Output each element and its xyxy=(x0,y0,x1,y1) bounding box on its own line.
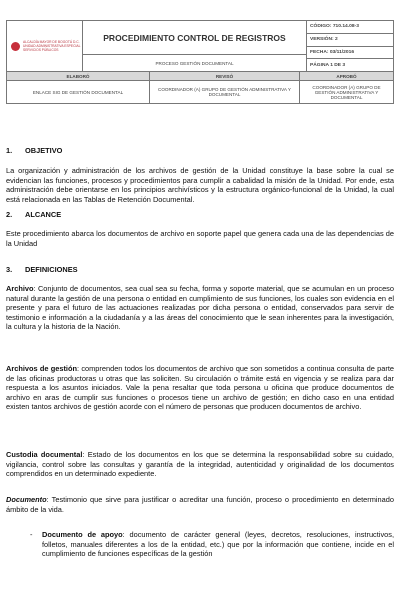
objetivo-text: La organización y administración de los archivos de gestión de la Unidad constituye la base sobre la cual se evidencian las funciones, procesos y procedimientos para cumplir a cabalidad la misión de la Unidad. Por ende, esta administración debe orientarse en los principios archivísticos y la estructura orgánico-funcional de la Unidad, la cual está relacionada en las Tablas de Retención Documental. xyxy=(6,166,394,204)
page-number: PÁGINA 1 DE 3 xyxy=(310,62,346,68)
document-date: FECHA: 03/11/2016 xyxy=(307,47,393,60)
section-heading-definiciones: 3. DEFINICIONES xyxy=(6,265,78,274)
elaboro-value: ENLACE SIG DE GESTIÓN DOCUMENTAL xyxy=(7,81,150,103)
aprobo-header: APROBÓ xyxy=(300,72,393,81)
definition-documento-de-apoyo: Documento de apoyo: documento de carácter general (leyes, decretos, resoluciones, instructivos, folletos, manuales diferentes a los de la entidad, etc.) que por la información que contiene, incide en el cumplimiento de funciones específicas de la gestión xyxy=(42,530,394,558)
definition-documento: Documento: Testimonio que sirve para justificar o acreditar una función, proceso o procedimiento en determinado ámbito de la vida. xyxy=(6,495,394,514)
document-version: VERSIÓN: 2 xyxy=(307,34,393,47)
seal-icon xyxy=(11,42,20,51)
section-heading-objetivo: 1. OBJETIVO xyxy=(6,146,63,155)
definition-archivo: Archivo: Conjunto de documentos, sea cual sea su fecha, forma y soporte material, que se acumulan en un proceso natural durante la gestión de una persona o entidad en cumplimiento de sus funciones, los cuales son evidencia en el presente y para el futuro de las actuaciones realizadas por dicha persona o entidad, conservados para servir de testimonio e información a la ciudadanía y a las áreas del conocimiento que le sean inherentes para la investigación, la cultura y la historia de la Nación. xyxy=(6,284,394,331)
alcance-text: Este procedimiento abarca los documentos de archivo en soporte papel que genera cada una de las dependencias de la Unidad xyxy=(6,229,394,248)
document-code: CÓDIGO: 710.14.08-3 xyxy=(307,21,393,34)
document-title: PROCEDIMIENTO CONTROL DE REGISTROS xyxy=(83,21,306,55)
definition-archivos-de-gestion: Archivos de gestión: comprenden todos los documentos de archivo que son sometidos a continua consulta de parte de las oficinas productoras u otras que las soliciten. Su circulación o trámite está en vigencia y se realiza para dar respuesta a los asuntos iniciados. Vale la pena resaltar que toda persona u oficina que produce documentos de archivo en aras de cumplir sus funciones o procesos tiene un archivo de gestión; en dicho caso en una entidad existen tantos archivos de gestión acorde con el número de personas que producen documentos de archivo. xyxy=(6,364,394,411)
term-archivo: Archivo xyxy=(6,284,34,293)
reviso-header: REVISÓ xyxy=(150,72,300,81)
term-documento-de-apoyo: Documento de apoyo xyxy=(42,530,123,539)
definition-custodia-documental: Custodia documental: Estado de los documentos en los que se determina la responsabilidad sobre su cuidado, vigilancia, control sobre las consultas y garantía de la integridad, autenticidad y originalidad de los documentos comprendidos en un determinado expediente. xyxy=(6,450,394,478)
section-heading-alcance: 2. ALCANCE xyxy=(6,210,62,219)
document-metadata xyxy=(307,21,393,71)
term-archivos-de-gestion: Archivos de gestión xyxy=(6,364,78,373)
process-name: PROCESO GESTIÓN DOCUMENTAL xyxy=(155,60,234,66)
approvals-table xyxy=(6,72,394,104)
header-title-cell xyxy=(83,21,307,71)
aprobo-value: COORDINADOR (A) GRUPO DE GESTIÓN ADMINISTRATIVA Y DOCUMENTAL xyxy=(312,84,381,100)
term-documento: Documento xyxy=(6,495,47,504)
term-custodia-documental: Custodia documental xyxy=(6,450,83,459)
document-header xyxy=(6,20,394,72)
logo-cell xyxy=(7,21,83,71)
list-bullet-dash: - xyxy=(30,530,33,539)
elaboro-header: ELABORÓ xyxy=(7,72,150,81)
logo-text: ALCALDÍA MAYOR DE BOGOTÁ D.C. UNIDAD ADMINISTRATIVA ESPECIAL SERVICIOS PÚBLICOS xyxy=(23,40,81,52)
reviso-value: COORDINADOR (A) GRUPO DE GESTIÓN ADMINISTRATIVA Y DOCUMENTAL xyxy=(150,81,300,103)
